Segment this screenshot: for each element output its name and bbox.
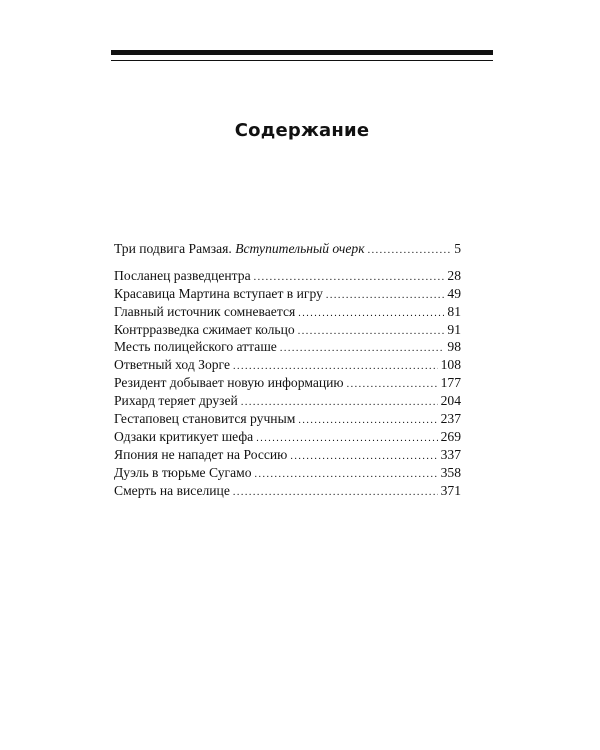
toc-entry-title: Япония не нападет на Россию: [114, 446, 288, 462]
page-title: Содержание: [234, 120, 370, 141]
toc-entry-title: Три подвига Рамзая. Вступительный очерк: [114, 241, 365, 256]
toc-entry: [114, 446, 461, 464]
toc-entry: [114, 374, 461, 392]
toc-entry: [114, 410, 461, 428]
toc-entry-title: Дуэль в тюрьме Сугамо: [114, 464, 252, 480]
toc-entry-title: Одзаки критикует шефа: [114, 428, 254, 444]
toc-entry-page: 358: [440, 464, 461, 480]
dot-leader: [326, 287, 445, 305]
toc-entry-page: 371: [440, 482, 461, 498]
toc-entry-title: Посланец разведцентра: [114, 267, 251, 283]
dot-leader: [298, 305, 444, 323]
toc-entry-page: 5: [454, 241, 461, 256]
toc-entry-title: Главный источник сомневается: [114, 303, 296, 319]
header-rule-thin: [111, 60, 493, 61]
dot-leader: [368, 242, 452, 260]
toc-entry: [114, 356, 461, 374]
toc-entry: [114, 392, 461, 410]
toc-entry-page: 269: [440, 428, 461, 444]
header-rule-thick: [111, 50, 493, 55]
toc-entry: [114, 321, 461, 339]
toc-entry: [114, 464, 461, 482]
toc-entry-title: Красавица Мартина вступает в игру: [114, 285, 323, 301]
toc-entry: [114, 303, 461, 321]
toc-entry-title: Рихард теряет друзей: [114, 393, 238, 409]
toc-entry: [114, 338, 461, 356]
dot-leader: [233, 484, 438, 502]
toc-entry-title: Смерть на виселице: [114, 482, 230, 498]
dot-leader: [298, 412, 437, 430]
toc-entry-page: 108: [440, 357, 461, 373]
toc-entry-title: Ответный ход Зорге: [114, 357, 230, 373]
toc-entry-title: Месть полицейского атташе: [114, 339, 277, 355]
dot-leader: [298, 323, 445, 341]
toc-entry-title: Контрразведка сжимает кольцо: [114, 321, 295, 337]
toc-entry-page: 28: [447, 267, 461, 283]
toc-entry-page: 91: [447, 321, 461, 337]
toc-entry-title: Гестаповец становится ручным: [114, 411, 296, 427]
toc-entry: [114, 428, 461, 446]
toc-entry-intro: [114, 240, 461, 258]
dot-leader: [290, 448, 437, 466]
dot-leader: [280, 340, 445, 358]
toc-entry-page: 49: [447, 285, 461, 301]
toc-entry-page: 204: [440, 393, 461, 409]
toc-entry: [114, 267, 461, 285]
toc-entry-title: Резидент добывает новую информацию: [114, 375, 344, 391]
dot-leader: [347, 376, 438, 394]
toc-entry-page: 81: [447, 303, 461, 319]
toc-entry: [114, 285, 461, 303]
toc-entry-page: 237: [440, 411, 461, 427]
table-of-contents: [114, 240, 461, 499]
toc-entry-page: 177: [440, 375, 461, 391]
dot-leader: [255, 466, 438, 484]
toc-entry-page: 337: [440, 446, 461, 462]
toc-entry-page: 98: [447, 339, 461, 355]
toc-entry-subtitle: Вступительный очерк: [235, 241, 365, 256]
toc-entry: [114, 482, 461, 500]
